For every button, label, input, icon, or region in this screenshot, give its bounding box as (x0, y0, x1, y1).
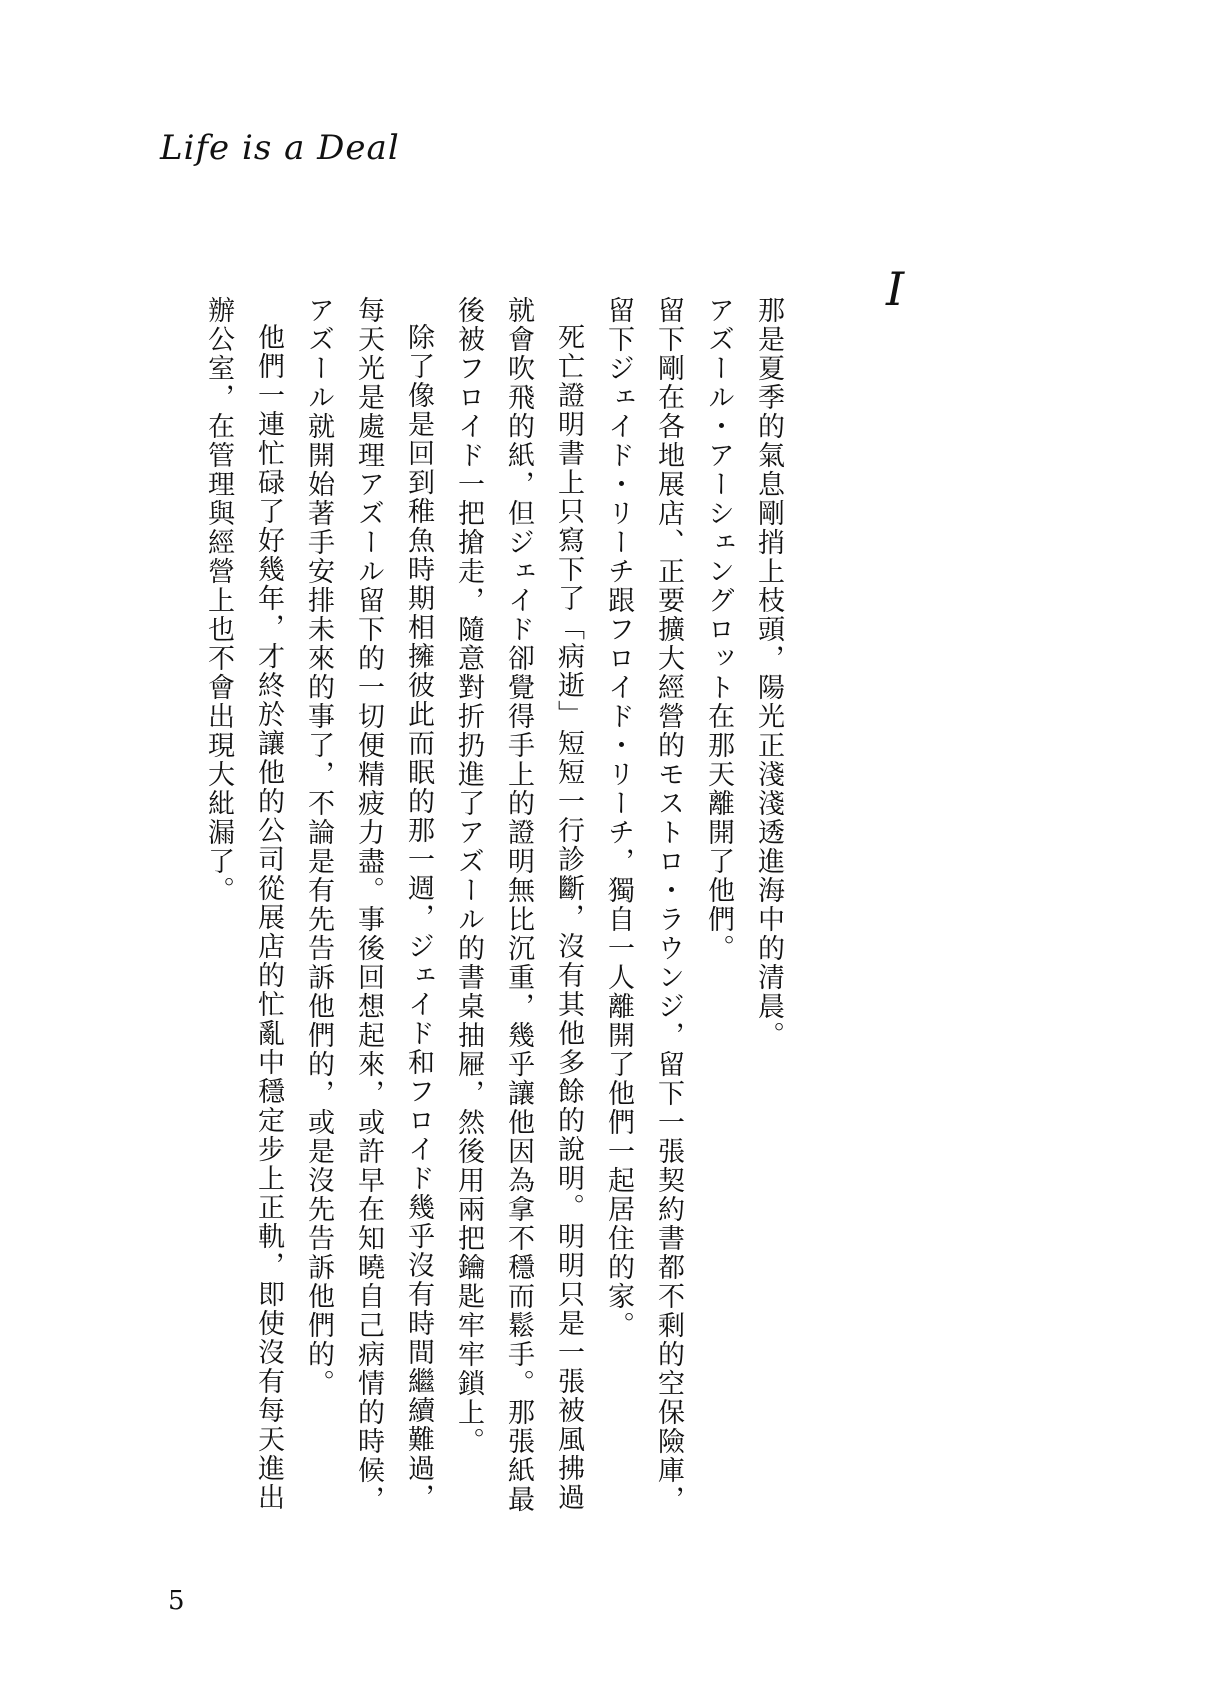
paragraph-5: 除了像是回到稚魚時期相擁彼此而眠的那一週，ジェイド和フロイド幾乎沒有時間繼續難過，每天光是處理アズール留下的一切便精疲力盡。事後回想起來，或許早在知曉自己病情的時候，アズール就開始著手安排未來的事了，不論是有先告訴他們的，或是沒先告訴他們的。 (303, 296, 434, 1514)
paragraph-6: 他們一連忙碌了好幾年，才終於讓他的公司從展店的忙亂中穩定步上正軌，即使沒有每天進出辦公室，在管理與經營上也不會出現大紕漏了。 (203, 296, 284, 1512)
paragraph-3: 留下剛在各地展店、正要擴大經營的モストロ・ラウンジ，留下一張契約書都不剩的空保險庫，留下ジェイド・リーチ跟フロイド・リーチ，獨自一人離開了他們一起居住的家。 (603, 296, 684, 1514)
paragraph-4: 死亡證明書上只寫下了「病逝」短短一行診斷，沒有其他多餘的說明。明明只是一張被風拂過就會吹飛的紙，但ジェイド卻覺得手上的證明無比沉重，幾乎讓他因為拿不穩而鬆手。那張紙最後被フロイド一把搶走，隨意對折扔進了アズール的書桌抽屜，然後用兩把鑰匙牢牢鎖上。 (453, 296, 584, 1514)
paragraph-1: 那是夏季的氣息剛捎上枝頭，陽光正淺淺透進海中的清晨。 (753, 296, 784, 1050)
chapter-numeral: I (886, 262, 905, 316)
book-title: Life is a Deal (160, 128, 400, 168)
body-text (193, 296, 793, 1536)
page-number: 5 (168, 1586, 185, 1616)
paragraph-2: アズール・アーシェングロット在那天離開了他們。 (703, 296, 734, 963)
